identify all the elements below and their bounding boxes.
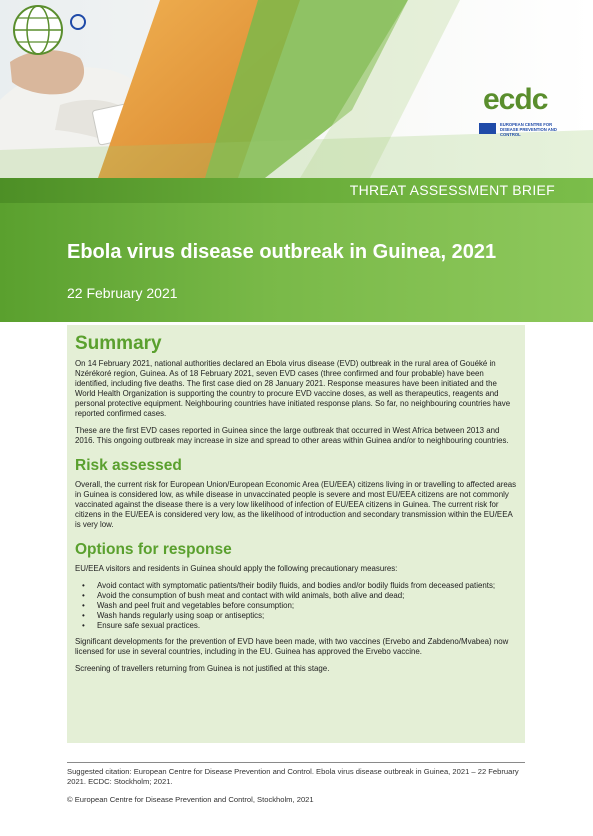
list-item: • Ensure safe sexual practices.: [97, 621, 517, 631]
logo-wordmark: ecdc: [483, 83, 548, 116]
list-item: • Wash hands regularly using soap or antiseptics;: [97, 611, 517, 621]
ecdc-globe-icon: [0, 0, 100, 95]
summary-paragraph: On 14 February 2021, national authorities declared an Ebola virus disease (EVD) outbreak in the rural area of Gouéké in Nzérékoré region, Guinea. As of 18 February 2021, seven EVD cases (three confirmed and four probable) have been identified, including five deaths. The first case died on 28 January 2021. Response measures have been initiated and the World Health Organization is supporting the country to procure EVD vaccine doses, as well as therapeutics, reagents and personal protective equipment. Neighbouring countries have initiated response plans. So far, no neighbouring countries have reported confirmed cases.: [75, 359, 511, 418]
list-item: • Avoid contact with symptomatic patients/their bodily fluids, and bodies and/or bodily fluids from deceased patients;: [97, 581, 517, 591]
copyright-notice: © European Centre for Disease Prevention and Control, Stockholm, 2021: [67, 795, 314, 804]
eu-flag-icon: [479, 123, 496, 134]
summary-paragraph: These are the first EVD cases reported in Guinea since the large outbreak that occurred in West Africa between 2013 and 2016. This ongoing outbreak may increase in size and spread to other areas within Guinea and/or to neighbouring countries.: [75, 426, 509, 445]
risk-paragraph: Overall, the current risk for European Union/European Economic Area (EU/EEA) citizens living in or travelling to affected areas in Guinea is considered low, as while disease in unvaccinated people is severe and most EU/EEA citizens are not commonly vaccinated against the disease there is a very low likelihood of infection of EU/EEA citizens in Guinea. The current risk for citizens in the EU/EEA is considered very low, as the likelihood of introduction and secondary transmission within the EU/EEA is very low.: [75, 480, 517, 529]
risk-heading: Risk assessed: [75, 457, 182, 474]
vaccines-paragraph: Significant developments for the prevention of EVD have been made, with two vaccines (Ervebo and Zabdeno/Mvabea) now licensed for use in several countries, including in the EU. Guinea has approved the Ervebo vaccine.: [75, 637, 509, 656]
list-item: • Wash and peel fruit and vegetables before consumption;: [97, 601, 517, 611]
summary-heading: Summary: [75, 333, 162, 354]
options-heading: Options for response: [75, 541, 232, 558]
doc-type-label: THREAT ASSESSMENT BRIEF: [349, 182, 555, 198]
doc-type-stripe: [0, 178, 593, 203]
document-date: 22 February 2021: [67, 285, 178, 301]
footer-divider: [67, 762, 525, 763]
summary-box: [67, 325, 525, 743]
suggested-citation: Suggested citation: European Centre for Disease Prevention and Control. Ebola virus disease outbreak in Guinea, 2021 – 22 February 2021. ECDC: Stockholm; 2021.: [67, 767, 519, 786]
logo-subtitle: EUROPEAN CENTRE FOR DISEASE PREVENTION AND CONTROL: [500, 122, 557, 137]
screening-paragraph: Screening of travellers returning from Guinea is not justified at this stage.: [75, 664, 330, 673]
list-item: • Avoid the consumption of bush meat and contact with wild animals, both alive and dead;: [97, 591, 517, 601]
document-title: Ebola virus disease outbreak in Guinea, 2021: [67, 241, 497, 263]
title-band: [0, 178, 593, 322]
options-intro: EU/EEA visitors and residents in Guinea should apply the following precautionary measures:: [75, 564, 398, 573]
measures-list: [75, 581, 517, 631]
cover-photo: [0, 0, 593, 178]
